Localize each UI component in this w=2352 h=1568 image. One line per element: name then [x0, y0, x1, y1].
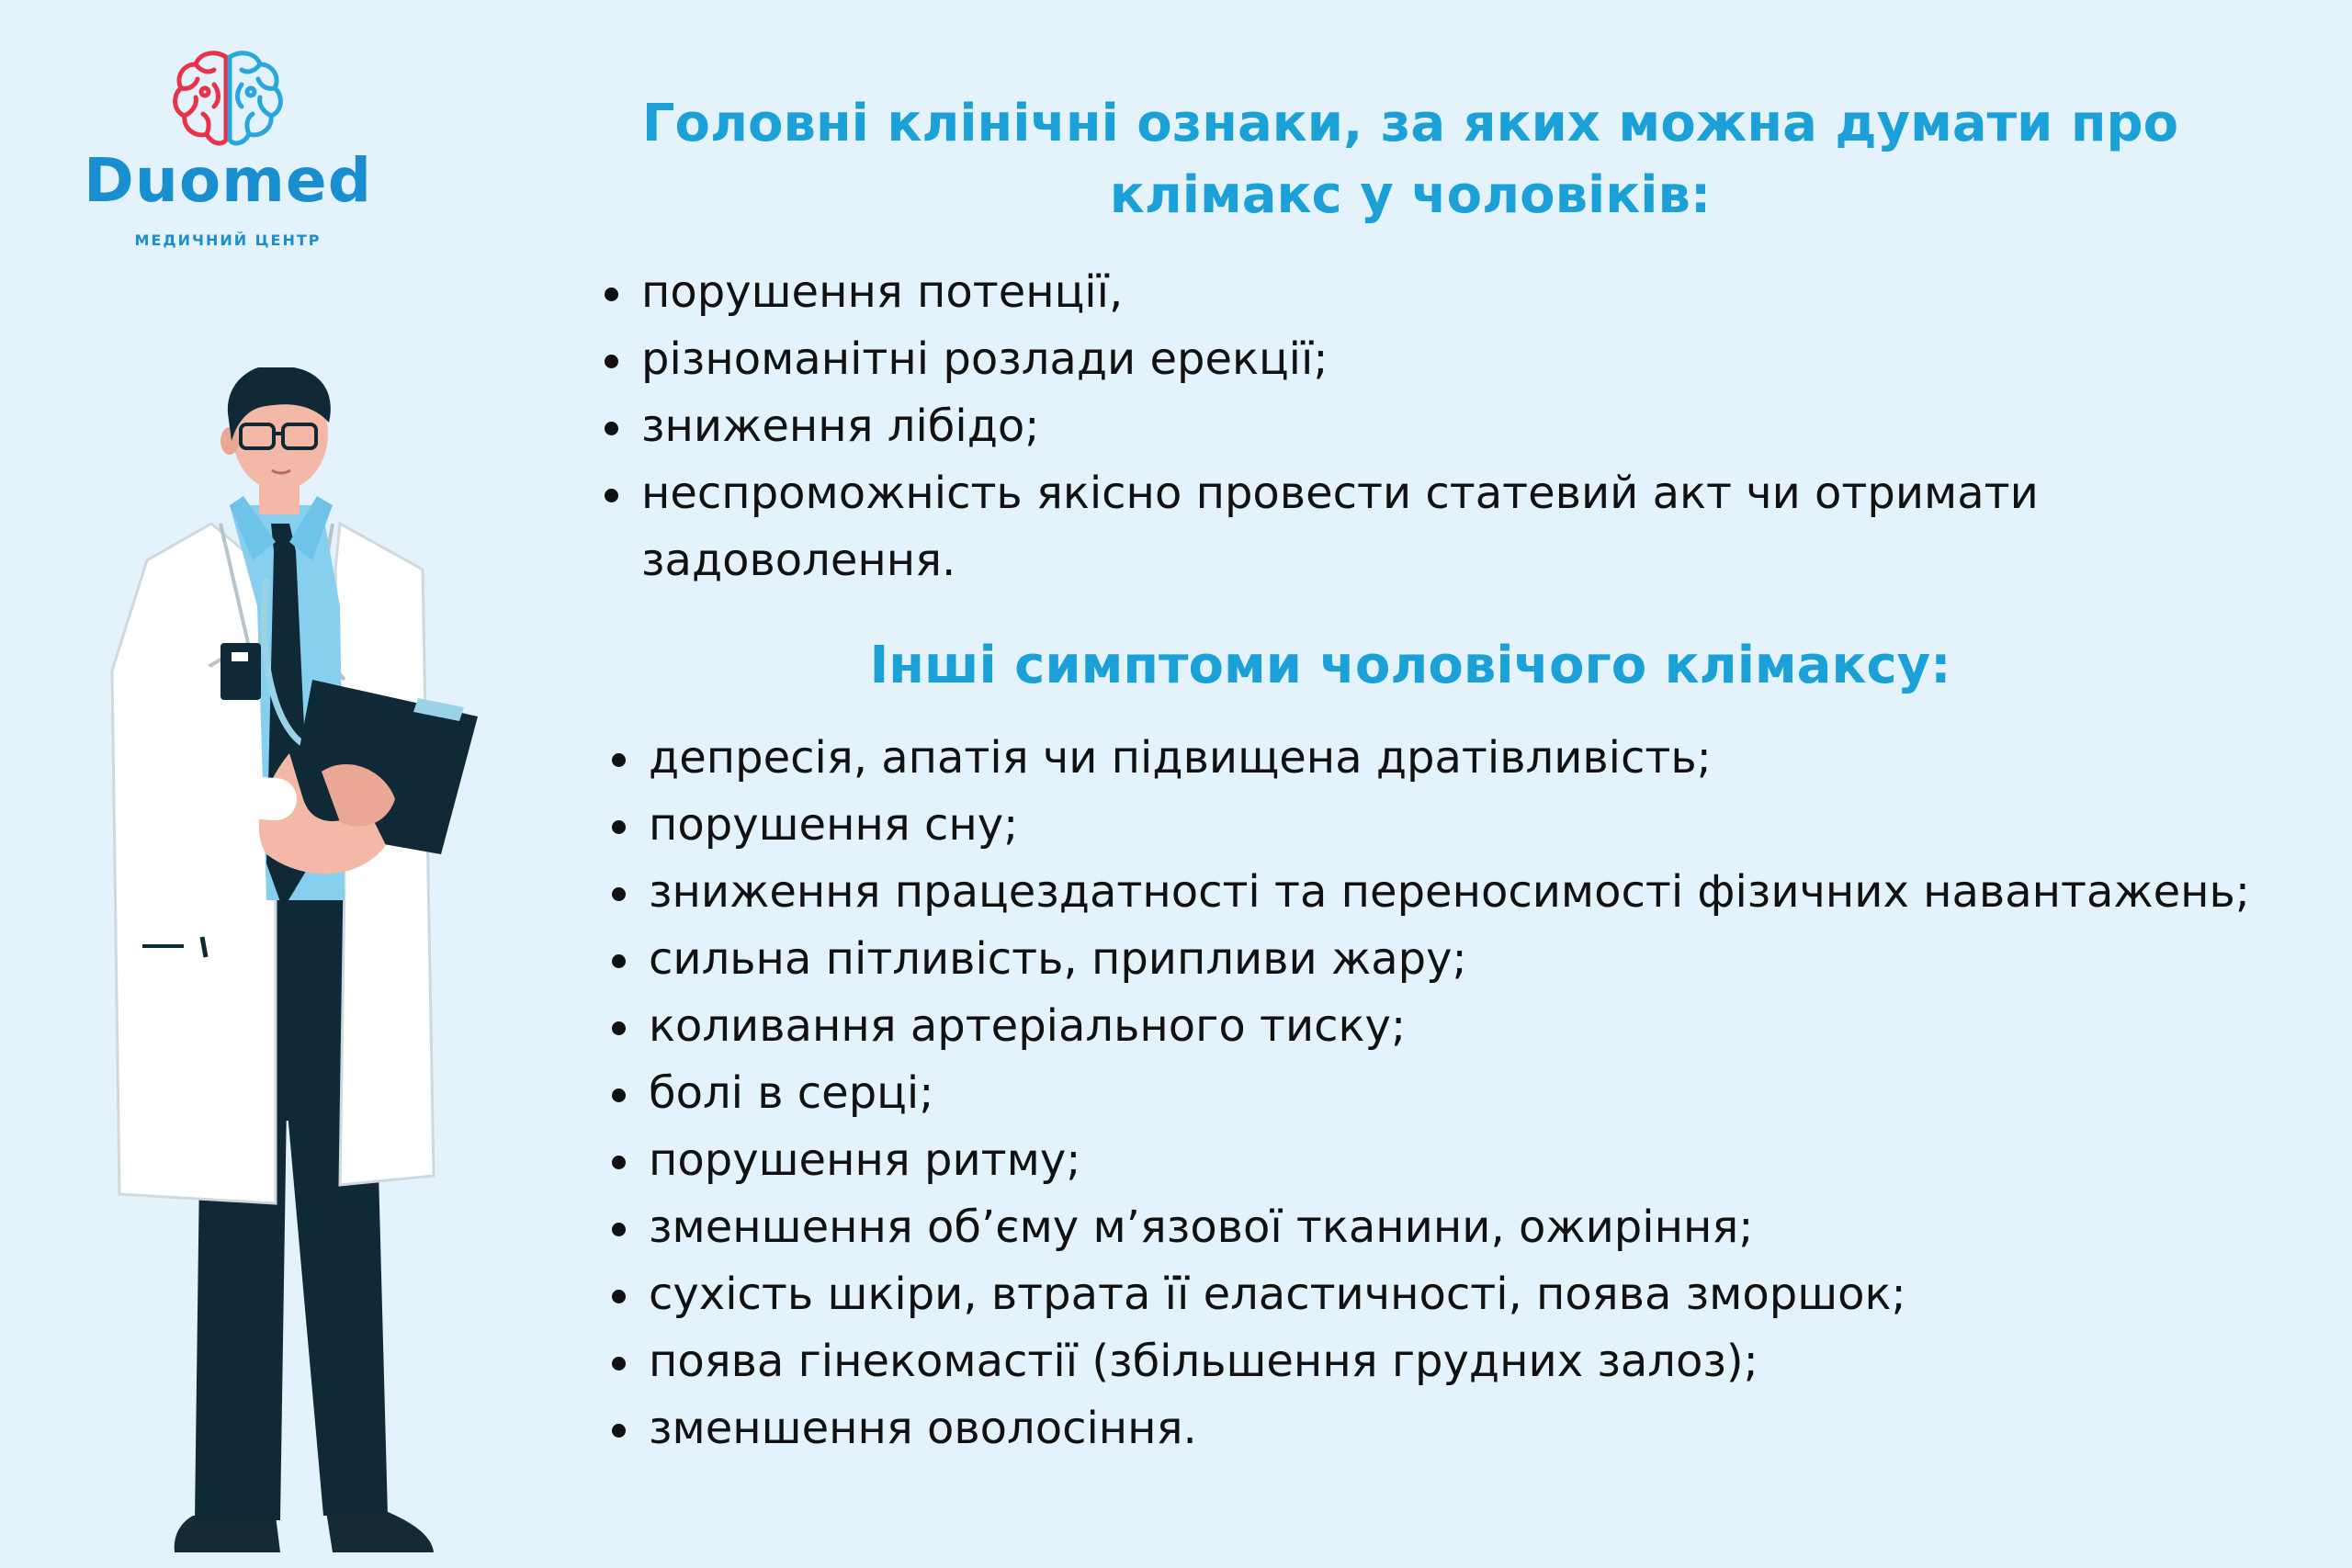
list-item: зменшення оволосіння. — [603, 1395, 2304, 1462]
list-item: коливання артеріального тиску; — [603, 993, 2304, 1060]
brain-icon — [168, 48, 288, 153]
list-item: зменшення об’єму м’язової тканини, ожиріння; — [603, 1194, 2304, 1261]
list-item: порушення ритму; — [603, 1127, 2304, 1194]
brand-name: Duomed — [84, 145, 372, 216]
list-item: зниження лібідо; — [595, 393, 2304, 460]
brand-subtitle: МЕДИЧНИЙ ЦЕНТР — [134, 231, 322, 249]
other-symptoms-list — [603, 725, 2304, 1462]
other-symptoms-heading: Інші симптоми чоловічого клімаксу: — [869, 636, 1951, 695]
list-item: сильна пітливість, припливи жару; — [603, 926, 2304, 993]
duomed-logo — [72, 48, 384, 259]
list-item: порушення сну; — [603, 792, 2304, 859]
list-item: неспроможність якісно провести статевий акт чи отримати задоволення. — [595, 460, 2304, 594]
list-item: поява гінекомастії (збільшення грудних залоз); — [603, 1328, 2304, 1395]
main-signs-list — [595, 259, 2304, 594]
main-signs-heading: Головні клінічні ознаки, за яких можна думати про клімакс у чоловіків: — [641, 94, 2179, 226]
list-item: сухість шкіри, втрата її еластичності, поява зморшок; — [603, 1261, 2304, 1328]
list-item: болі в серці; — [603, 1060, 2304, 1127]
list-item: депресія, апатія чи підвищена дратівливість; — [603, 725, 2304, 792]
list-item: зниження працездатності та переносимості фізичних навантажень; — [603, 859, 2304, 926]
list-item: порушення потенції, — [595, 259, 2304, 326]
doctor-illustration — [92, 367, 496, 1568]
list-item: різноманітні розлади ерекції; — [595, 326, 2304, 393]
